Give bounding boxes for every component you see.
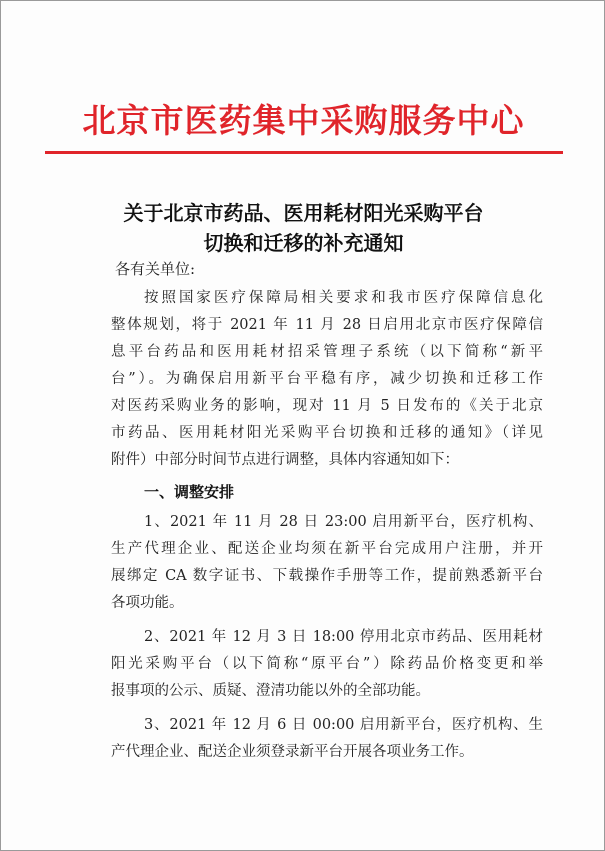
item-3-line: 3、2021 年 12 月 6 日 00:00 启用新平台，医疗机构、生 [144,717,543,733]
org-header: 北京市医药集中采购服务中心 [82,101,525,140]
intro-line: 市药品、医用耗材阳光采购平台切换和迁移的通知》（详见 [111,425,543,441]
item-2-line: 2、2021 年 12 月 3 日 18:00 停用北京市药品、医用耗材 [144,629,543,645]
item-1-line: 展绑定 CA 数字证书、下载操作手册等工作，提前熟悉新平台 [111,568,543,584]
item-2-line: 报事项的公示、质疑、澄清功能以外的全部功能。 [111,683,430,699]
intro-line: 按照国家医疗保障局相关要求和我市医疗保障信息化 [144,290,543,306]
item-1-line: 1、2021 年 11 月 28 日 23:00 启用新平台，医疗机构、 [144,514,543,530]
header-rule [45,151,563,154]
intro-line: 对医药采购业务的影响，现对 11 月 5 日发布的《关于北京 [111,398,543,414]
item-2-line: 阳光采购平台（以下简称“原平台”）除药品价格变更和举 [111,656,543,672]
intro-line: 台”）。为确保启用新平台平稳有序，减少切换和迁移工作 [111,371,543,387]
notice-title-line-1: 关于北京市药品、医用耗材阳光采购平台 [123,201,484,225]
intro-line: 息平台药品和医用耗材招采管理子系统（以下简称“新平 [111,344,543,360]
section-heading: 一、调整安排 [144,483,235,501]
item-1-line: 生产代理企业、配送企业均须在新平台完成用户注册，并开 [111,541,543,557]
salutation: 各有关单位: [115,260,196,278]
item-3-line: 产代理企业、配送企业须登录新平台开展各项业务工作。 [111,744,474,760]
item-1-line: 各项功能。 [111,595,184,611]
intro-line: 附件）中部分时间节点进行调整，具体内容通知如下： [111,452,459,468]
intro-line: 整体规划，将于 2021 年 11 月 28 日启用北京市医疗保障信 [111,317,543,333]
notice-title-line-2: 切换和迁移的补充通知 [203,231,404,255]
